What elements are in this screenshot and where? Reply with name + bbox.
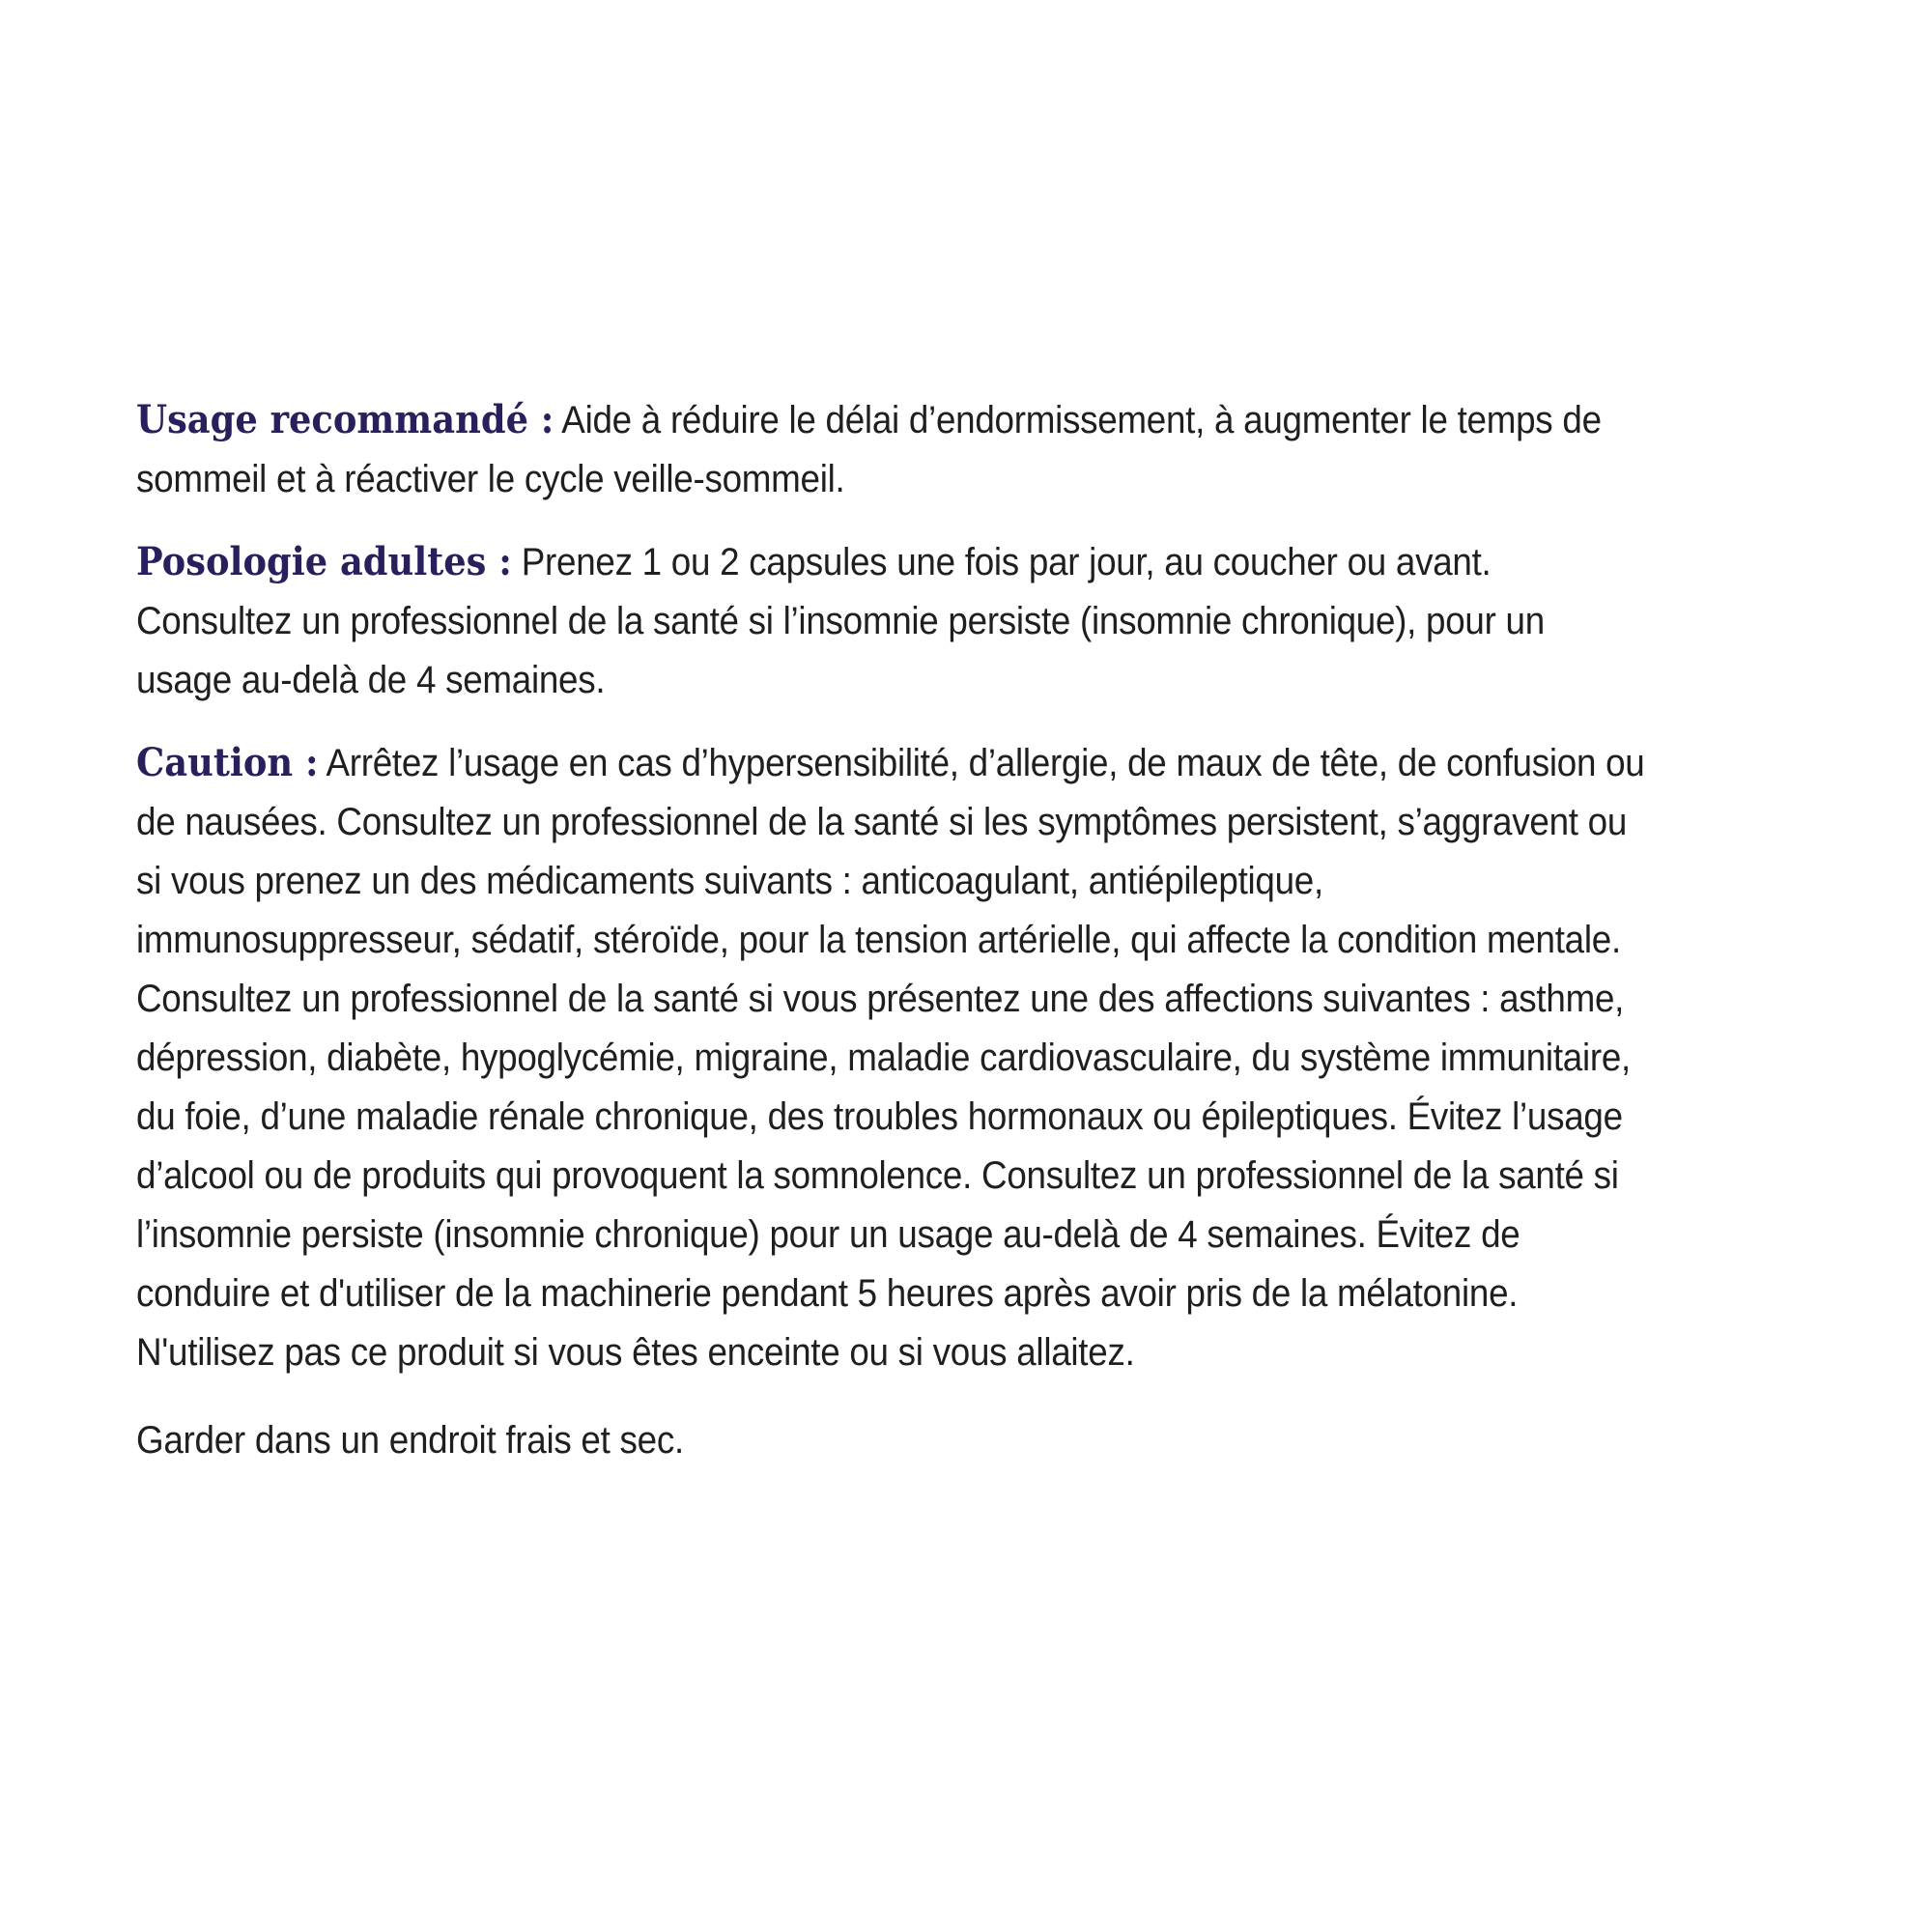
storage-paragraph [136,1411,1647,1470]
label-text-block [136,390,1647,1493]
storage-text: Garder dans un endroit frais et sec. [136,1419,684,1462]
dosage-heading: Posologie adultes : [136,539,512,584]
caution-paragraph [136,733,1647,1382]
dosage-text: Prenez 1 ou 2 capsules une fois par jour, au coucher ou avant. Consultez un professionnel de la santé si l’insomnie persiste (insomnie chronique), pour un usage au-delà de 4 semaines. [136,541,1545,701]
caution-heading: Caution : [136,740,319,785]
caution-text: Arrêtez l’usage en cas d’hypersensibilité, d’allergie, de maux de tête, de confusion ou de nausées. Consultez un professionnel de la santé si les symptômes persistent, s’aggravent ou si vous prenez un des médicaments suivants : anticoagulant, antiépileptique, immunosuppresseur, sédatif, stéroïde, pour la tension artérielle, qui affecte la condition mentale. Consultez un professionnel de la santé si vous présentez une des affections suivantes : asthme, dépression, diabète, hypoglycémie, migraine, maladie cardiovasculaire, du système immunitaire, du foie, d’une maladie rénale chronique, des troubles hormonaux ou épileptiques. Évitez l’usage d’alcool ou de produits qui provoquent la somnolence. Consultez un professionnel de la santé si l’insomnie persiste (insomnie chronique) pour un usage au-delà de 4 semaines. Évitez de conduire et d'utiliser de la machinerie pendant 5 heures après avoir pris de la mélatonine. N'utilisez pas ce produit si vous êtes enceinte ou si vous allaitez. [136,742,1645,1374]
usage-text: Aide à réduire le délai d’endormissement, à augmenter le temps de sommeil et à réactiver le cycle veille-sommeil. [136,399,1602,500]
usage-paragraph [136,390,1647,509]
usage-heading: Usage recommandé : [136,397,554,442]
dosage-paragraph [136,532,1647,710]
